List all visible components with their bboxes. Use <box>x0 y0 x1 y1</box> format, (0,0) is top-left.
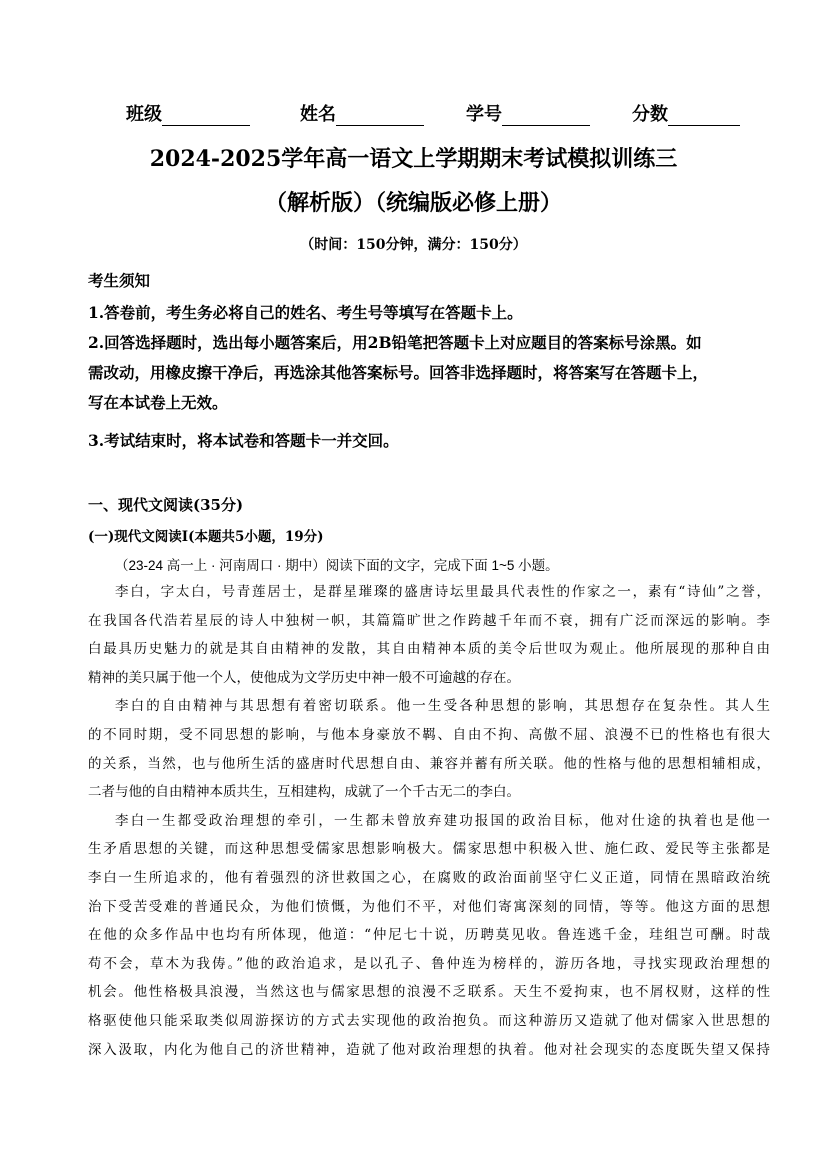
passage-line: 李白一生都受政治理想的牵引，一生都未曾放弃建功报国的政治目标，他对仕途的执着也是他一 <box>115 812 770 829</box>
passage-line: 二者与他的自由精神本质共生，互相建构，成就了一个千古无二的李白。 <box>88 784 520 801</box>
subsection-title: (一)现代文阅读Ⅰ(本题共5小题，19分) <box>88 529 324 545</box>
passage-line: 李白，字太白，号青莲居士，是群星璀璨的盛唐诗坛里最具代表性的作家之一，素有“诗仙”之誉， <box>115 584 770 600</box>
passage-line: 治下受苦受难的普通民众，为他们愤慨，为他们不平，对他们寄寓深刻的同情，等等。他这方面的思想 <box>88 898 770 915</box>
score-label: 分数 <box>632 104 668 125</box>
exam-title: 2024-2025学年高一语文上学期期末考试模拟训练三 <box>149 146 678 172</box>
instruction-item: 3.考试结束时，将本试卷和答题卡一并交回。 <box>88 431 399 450</box>
passage-line: 在我国各代浩若星辰的诗人中独树一帜，其篇篇旷世之作跨越千年而不衰，拥有广泛而深远的影响。李 <box>88 612 770 629</box>
student-id-label: 学号 <box>466 104 502 125</box>
instruction-item: 写在本试卷上无效。 <box>88 393 228 412</box>
passage-line: 白最具历史魅力的就是其自由精神的发散，其自由精神本质的美令后世叹为观止。他所展现的那种自由 <box>88 641 770 658</box>
student-id-field[interactable] <box>466 100 590 126</box>
passage-line: 精神的美只属于他一个人，使他成为文学历史中神一般不可逾越的存在。 <box>88 669 520 686</box>
passage-line: 生矛盾思想的关键，而这种思想受儒家思想影响极大。儒家思想中积极入世、施仁政、爱民等主张都是 <box>88 841 770 858</box>
instructions-heading: 考生须知 <box>88 271 151 290</box>
instruction-item: 2.回答选择题时，选出每小题答案后，用2B铅笔把答题卡上对应题目的答案标号涂黑。如 <box>88 333 702 352</box>
name-label: 姓名 <box>300 104 336 125</box>
class-field[interactable] <box>126 100 250 126</box>
passage-line: 李白一生所追求的，他有着强烈的济世救国之心，在腐败的政治面前坚守仁义正道，同情在黑暗政治统 <box>88 869 770 886</box>
passage-line: 的关系，当然，也与他所生活的盛唐时代思想自由、兼容并蓄有所关联。他的性格与他的思想相辅相成， <box>88 755 770 772</box>
passage-line: 深入汲取，内化为他自己的济世精神，造就了他对政治理想的执着。他对社会现实的态度既失望又保持 <box>88 1041 770 1058</box>
exam-subtitle: （解析版）（统编版必修上册） <box>264 190 562 216</box>
time-info: （时间：150分钟，满分：150分） <box>300 237 527 253</box>
exam-instructions <box>88 266 770 456</box>
passage-line: 苟不会，草木为我俦。”他的政治追求，是以孔子、鲁仲连为榜样的，游历各地，寻找实现政治理想的 <box>88 955 770 972</box>
passage-line: 机会。他性格极具浪漫，当然这也与儒家思想的浪漫不乏联系。天生不爱拘束，也不屑权财，这样的性 <box>88 984 770 1001</box>
score-field[interactable] <box>632 100 740 126</box>
name-field[interactable] <box>300 100 424 126</box>
passage-line: 李白的自由精神与其思想有着密切联系。他一生受各种思想的影响，其思想存在复杂性。其人生 <box>115 698 770 715</box>
instruction-item: 需改动，用橡皮擦干净后，再选涂其他答案标号。回答非选择题时，将答案写在答题卡上， <box>88 363 709 382</box>
passage-line: 在他的众多作品中也均有所体现，他道：“仲尼七十说，历聘莫见收。鲁连逃千金，珪组岂可酬。时哉 <box>88 927 770 944</box>
passage-line: 格驱使他只能采取类似周游探访的方式去实现他的政治抱负。而这种游历又造就了他对儒家入世思想的 <box>88 1012 770 1029</box>
instruction-item: 1.答卷前，考生务必将自己的姓名、考生号等填写在答题卡上。 <box>88 303 523 322</box>
question-source: （23-24 高一上 · 河南周口 · 期中）阅读下面的文字，完成下面 1~5 小题。 <box>115 558 559 573</box>
reading-passage <box>88 578 770 1064</box>
class-label: 班级 <box>126 104 162 125</box>
section-title: 一、现代文阅读(35分) <box>88 496 244 514</box>
passage-line: 的不同时期，受不同思想的影响，与他本身豪放不羁、自由不拘、高傲不屈、浪漫不已的性格也有很大 <box>88 726 770 743</box>
